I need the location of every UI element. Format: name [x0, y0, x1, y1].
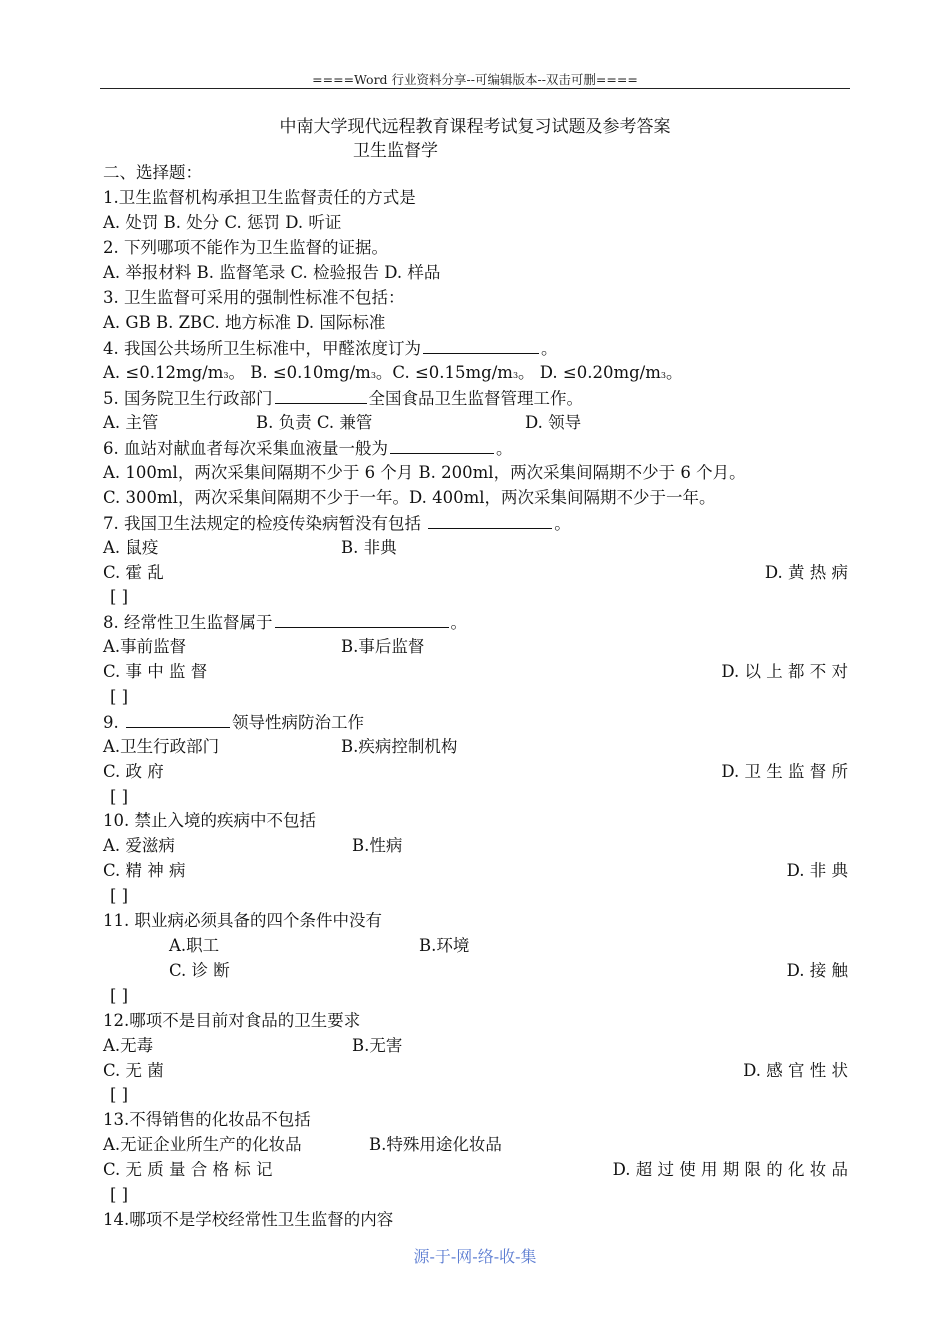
option-d: D. 以 上 都 不 对: [721, 662, 848, 681]
question-7-options-ab: [103, 535, 850, 560]
option-b: B.性病: [352, 836, 403, 855]
question-9-text: 9.: [103, 713, 124, 732]
option-a: A. 主管: [103, 413, 159, 432]
option-a: A.职工: [169, 936, 220, 955]
answer-bracket: [ ]: [110, 587, 129, 606]
section-heading: 二、选择题：: [103, 163, 202, 182]
option-d: 。 D. ≤0.20mg/m: [518, 363, 661, 382]
option-d: D. 超 过 使 用 期 限 的 化 妆 品: [612, 1160, 848, 1179]
question-2-options: A. 举报材料 B. 监督笔录 C. 检验报告 D. 样品: [103, 263, 441, 282]
question-9: [103, 709, 850, 734]
option-a: A. 爱滋病: [103, 836, 175, 855]
page-footer: 源-于-网-络-收-集: [413, 1247, 537, 1266]
answer-bracket: [ ]: [110, 1185, 129, 1204]
option-end: 。: [665, 363, 683, 382]
option-c: C. 无 质 量 合 格 标 记: [103, 1160, 273, 1179]
question-8-options-cd: [103, 659, 850, 684]
option-d: D. 非 典: [786, 861, 848, 880]
question-13: 13.不得销售的化妆品不包括: [103, 1110, 311, 1129]
question-10: 10. 禁止入境的疾病中不包括: [103, 811, 316, 830]
document-subtitle: 卫生监督学: [353, 141, 438, 161]
question-4-text: 4. 我国公共场所卫生标准中，甲醛浓度订为: [103, 339, 421, 358]
option-c: C. 诊 断: [169, 961, 230, 980]
answer-blank: [126, 709, 230, 728]
superscript: 3: [512, 371, 519, 380]
question-4-end: 。: [541, 339, 558, 358]
option-c: C. 精 神 病: [103, 861, 186, 880]
answer-blank: [390, 435, 494, 454]
question-3-options: A. GB B. ZBC. 地方标准 D. 国际标准: [103, 313, 386, 332]
header-divider: [100, 88, 850, 89]
answer-bracket: [ ]: [110, 986, 129, 1005]
question-11-options-cd: [103, 958, 850, 983]
option-d: D. 领导: [525, 413, 582, 432]
option-d: D. 卫 生 监 督 所: [721, 762, 848, 781]
answer-blank: [423, 335, 539, 354]
question-5-options: [103, 410, 850, 435]
question-7-text: 7. 我国卫生法规定的检疫传染病暂没有包括: [103, 514, 427, 533]
question-4: [103, 335, 850, 360]
question-9-end: 领导性病防治工作: [232, 713, 364, 732]
question-9-options-ab: [103, 734, 850, 759]
option-c: C. 事 中 监 督: [103, 662, 208, 681]
answer-blank: [275, 609, 449, 628]
answer-bracket: [ ]: [110, 1085, 129, 1104]
option-b: B.环境: [419, 936, 470, 955]
superscript: 3: [660, 371, 666, 380]
question-7-end: 。: [554, 514, 571, 533]
answer-bracket: [ ]: [110, 787, 129, 806]
document-title: 中南大学现代远程教育课程考试复习试题及参考答案: [279, 117, 671, 137]
option-b: B.事后监督: [341, 637, 425, 656]
option-c: C. 霍 乱: [103, 563, 164, 582]
question-13-options-cd: [103, 1157, 850, 1182]
option-b-c: B. 负责 C. 兼管: [256, 413, 373, 432]
question-1-options: A. 处罚 B. 处分 C. 惩罚 D. 听证: [103, 213, 342, 232]
question-8-end: 。: [450, 613, 467, 632]
answer-blank: [275, 385, 367, 404]
option-b: 。 B. ≤0.10mg/m: [228, 363, 371, 382]
option-c: C. 无 菌: [103, 1061, 164, 1080]
question-10-options-ab: [103, 833, 850, 858]
option-d: D. 黄 热 病: [764, 563, 848, 582]
question-4-options: [103, 360, 850, 385]
question-6-options-cd: C. 300ml，两次采集间隔期不少于一年。D. 400ml，两次采集间隔期不少于一年。: [103, 488, 716, 507]
answer-bracket: [ ]: [110, 687, 129, 706]
question-5-end: 全国食品卫生监督管理工作。: [368, 389, 583, 408]
option-b: B.无害: [352, 1036, 403, 1055]
question-12: 12.哪项不是目前对食品的卫生要求: [103, 1011, 361, 1030]
question-6-options-ab: A. 100ml，两次采集间隔期不少于 6 个月 B. 200ml，两次采集间隔期不少于 6 个月。: [103, 463, 746, 482]
page-header: ====Word 行业资料分享--可编辑版本--双击可删====: [312, 72, 638, 87]
question-3: 3. 卫生监督可采用的强制性标准不包括：: [103, 288, 405, 307]
question-6-end: 。: [496, 439, 513, 458]
question-6-text: 6. 血站对献血者每次采集血液量一般为: [103, 439, 388, 458]
question-8: [103, 609, 850, 634]
question-13-options-ab: [103, 1132, 850, 1157]
question-7-options-cd: [103, 560, 850, 585]
question-14: 14.哪项不是学校经常性卫生监督的内容: [103, 1210, 394, 1229]
question-8-text: 8. 经常性卫生监督属于: [103, 613, 273, 632]
superscript: 3: [370, 371, 376, 380]
question-12-options-ab: [103, 1033, 850, 1058]
superscript: 3: [223, 371, 229, 380]
question-9-options-cd: [103, 759, 850, 784]
question-1: 1.卫生监督机构承担卫生监督责任的方式是: [103, 188, 416, 207]
question-6: [103, 435, 850, 460]
answer-bracket: [ ]: [110, 886, 129, 905]
question-7: [103, 510, 850, 535]
question-10-options-cd: [103, 858, 850, 883]
option-b: B.特殊用途化妆品: [369, 1135, 502, 1154]
option-d: D. 感 官 性 状: [743, 1061, 848, 1080]
option-c: C. 政 府: [103, 762, 164, 781]
option-d: D. 接 触: [786, 961, 848, 980]
option-c: 。C. ≤0.15mg/m: [375, 363, 513, 382]
question-2: 2. 下列哪项不能作为卫生监督的证据。: [103, 238, 388, 257]
option-b: B.疾病控制机构: [341, 737, 458, 756]
question-5: [103, 385, 850, 410]
option-a: A.事前监督: [103, 637, 187, 656]
question-11-options-ab: [103, 933, 850, 958]
option-a: A. 鼠疫: [103, 538, 159, 557]
question-11: 11. 职业病必须具备的四个条件中没有: [103, 911, 382, 930]
question-5-text: 5. 国务院卫生行政部门: [103, 389, 273, 408]
question-8-options-ab: [103, 634, 850, 659]
option-a: A.卫生行政部门: [103, 737, 220, 756]
option-b: B. 非典: [341, 538, 397, 557]
question-12-options-cd: [103, 1058, 850, 1083]
option-a: A. ≤0.12mg/m: [103, 363, 224, 382]
option-a: A.无毒: [103, 1036, 154, 1055]
option-a: A.无证企业所生产的化妆品: [103, 1135, 302, 1154]
answer-blank: [428, 510, 552, 529]
